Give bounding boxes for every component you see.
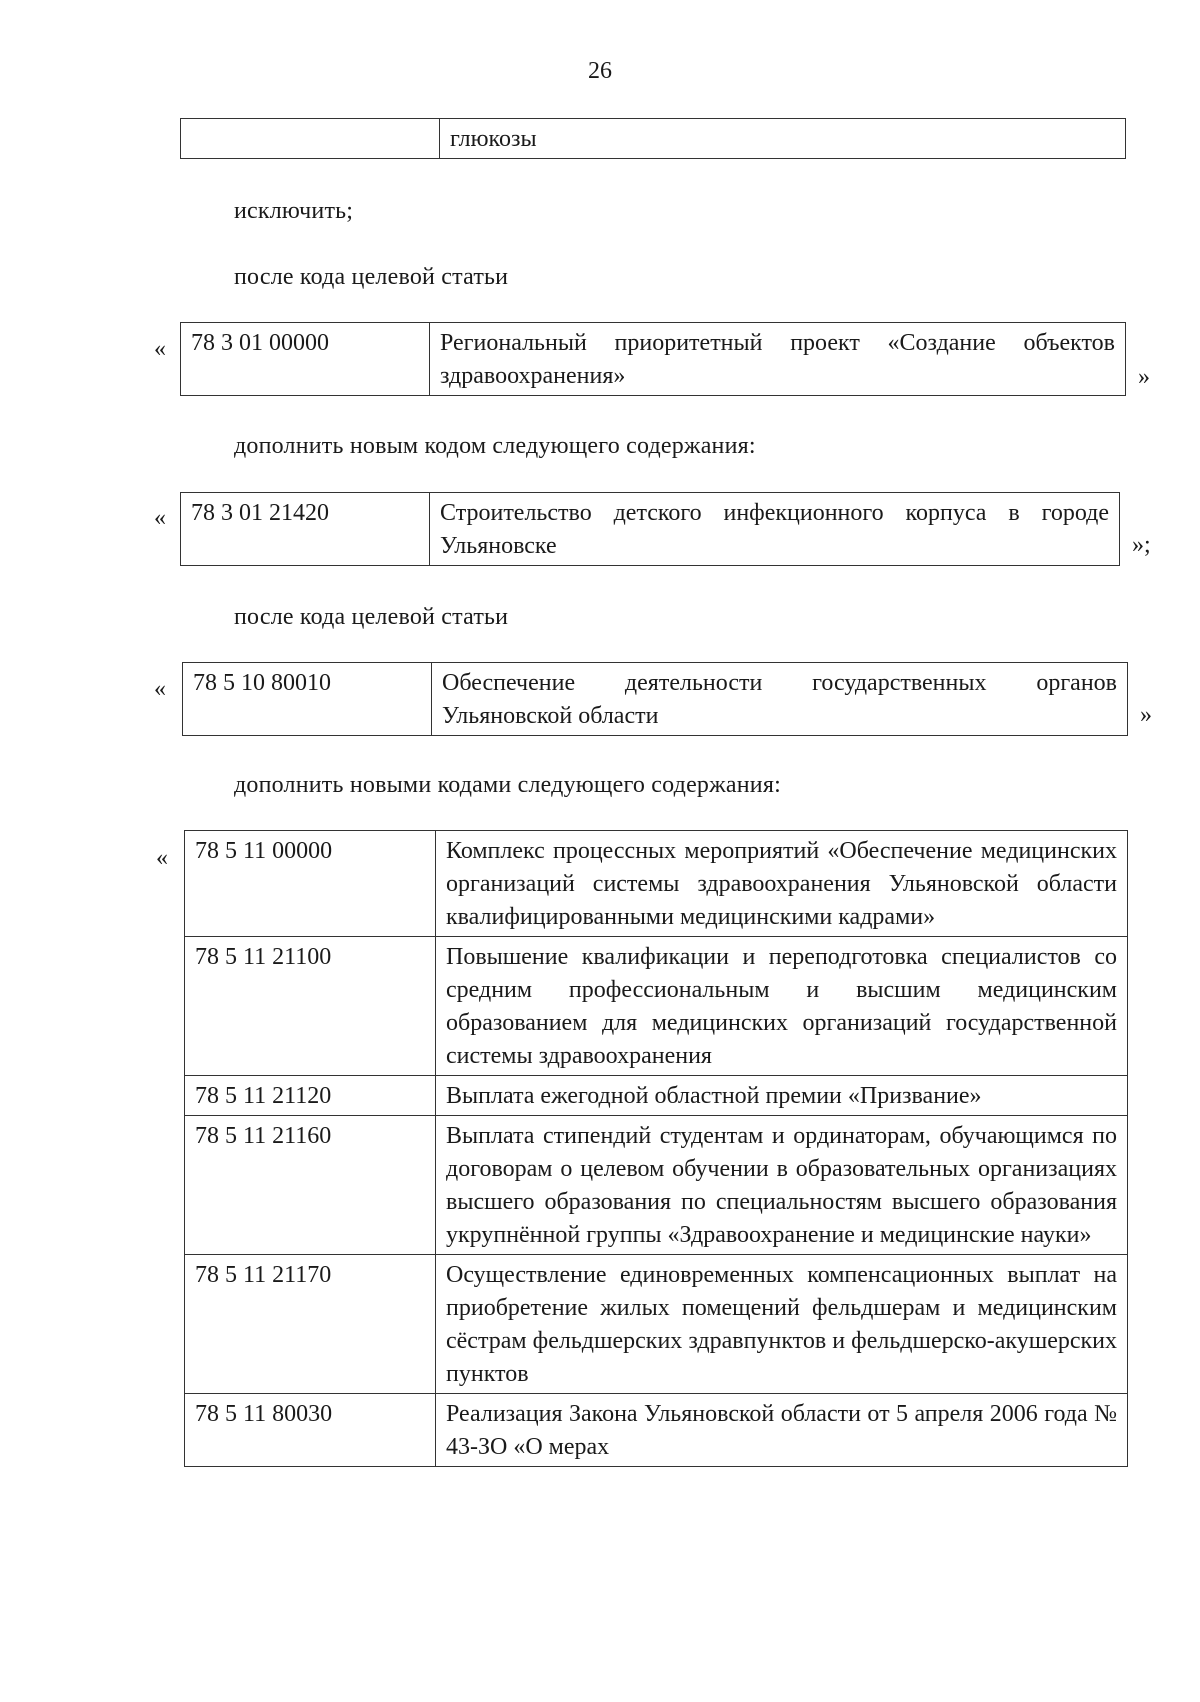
code-cell: 78 5 11 00000 (185, 831, 436, 937)
name-cell (436, 1076, 1128, 1116)
table-row (181, 493, 1120, 566)
close-quote: » (1138, 364, 1150, 390)
name-text: Региональный приоритетный проект «Создание объектов здравоохранения» (440, 330, 1115, 389)
name-cell (436, 1255, 1128, 1394)
code-cell (181, 119, 440, 159)
close-quote: » (1140, 702, 1152, 728)
open-quote: « (156, 845, 168, 871)
code-cell: 78 5 11 21160 (185, 1116, 436, 1255)
name-text: Строительство детского инфекционного корпуса в городе Ульяновске (440, 500, 1109, 559)
code-cell: 78 3 01 21420 (181, 493, 430, 566)
table-row (185, 831, 1128, 937)
open-quote: « (154, 336, 166, 362)
name-text: Повышение квалификации и переподготовка специалистов со средним профессиональным и высшим медицинским образованием для медицинских организаций государственной системы здравоохранения (446, 944, 1117, 1069)
name-cell (436, 1116, 1128, 1255)
open-quote: « (154, 676, 166, 702)
page-number: 26 (588, 58, 612, 84)
code-cell: 78 5 11 21120 (185, 1076, 436, 1116)
code-cell: 78 5 11 80030 (185, 1394, 436, 1467)
name-text: Обеспечение деятельности государственных органов Ульяновской области (442, 670, 1117, 729)
name-text: Осуществление единовременных компенсационных выплат на приобретение жилых помещений фельдшерам и медицинским сёстрам фельдшерских здравпунктов и фельдшерско-акушерских пунктов (446, 1262, 1117, 1387)
top-fragment-table (180, 118, 1126, 159)
table-row (183, 663, 1128, 736)
target-code-table-a (180, 322, 1126, 396)
name-cell (430, 323, 1126, 396)
table-row (185, 1116, 1128, 1255)
paragraph-add-new-codes: дополнить новыми кодами следующего содержания: (234, 772, 781, 798)
table-row (181, 119, 1126, 159)
table-row (185, 1394, 1128, 1467)
name-cell (430, 493, 1120, 566)
target-code-table-b (180, 492, 1120, 566)
new-codes-table (184, 830, 1128, 1467)
table-row (181, 323, 1126, 396)
table-row (185, 1255, 1128, 1394)
name-text: Комплекс процессных мероприятий «Обеспечение медицинских организаций системы здравоохранения Ульяновской области квалифицированными медицинскими кадрами» (446, 838, 1117, 930)
close-quote: »; (1132, 532, 1151, 558)
code-cell: 78 5 11 21100 (185, 937, 436, 1076)
name-text: Выплата стипендий студентам и ординаторам, обучающимся по договорам о целевом обучении в образовательных организациях высшего образования по специальностям высшего образования укрупнённой группы «Здравоохранение и медицинские науки» (446, 1123, 1117, 1248)
paragraph-after-code-2: после кода целевой статьи (234, 604, 509, 630)
code-cell: 78 3 01 00000 (181, 323, 430, 396)
open-quote: « (154, 505, 166, 531)
name-text: Реализация Закона Ульяновской области от 5 апреля 2006 года № 43-ЗО «О мерах (446, 1401, 1117, 1460)
name-cell (436, 831, 1128, 937)
paragraph-after-code-1: после кода целевой статьи (234, 264, 509, 290)
name-cell (432, 663, 1128, 736)
code-cell: 78 5 10 80010 (183, 663, 432, 736)
target-code-table-c (182, 662, 1128, 736)
table-row (185, 937, 1128, 1076)
table-row (185, 1076, 1128, 1116)
name-cell: глюкозы (440, 119, 1126, 159)
name-text: Выплата ежегодной областной премии «Призвание» (446, 1083, 982, 1109)
paragraph-add-new-code: дополнить новым кодом следующего содержания: (234, 433, 756, 459)
name-cell (436, 1394, 1128, 1467)
paragraph-exclude: исключить; (234, 198, 354, 224)
code-cell: 78 5 11 21170 (185, 1255, 436, 1394)
name-cell (436, 937, 1128, 1076)
